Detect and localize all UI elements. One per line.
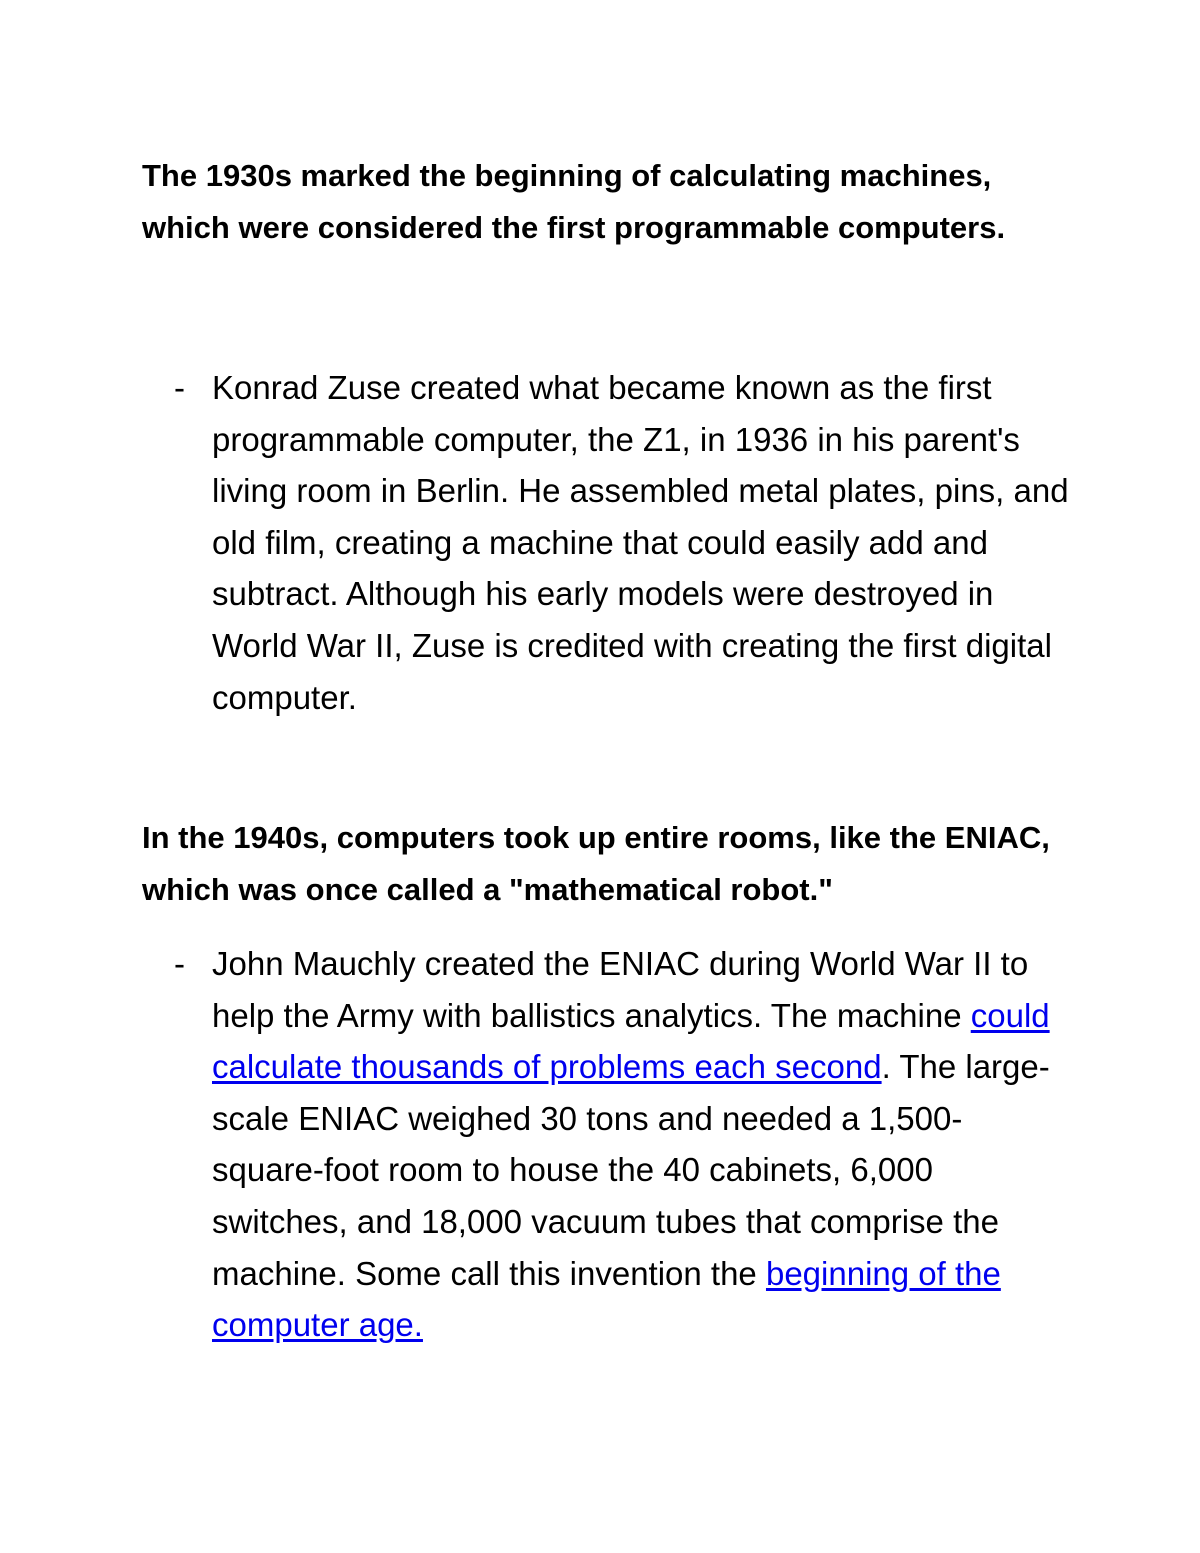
link-computer-age[interactable]: beginning of the computer age. xyxy=(212,1254,1001,1344)
bullet-dash: - xyxy=(174,945,185,982)
bullet-item-zuse xyxy=(174,362,1074,723)
link-calculate-thousands[interactable]: could calculate thousands of problems each second xyxy=(212,996,1050,1086)
heading-1930s: The 1930s marked the beginning of calculating machines, which were considered the first programmable computers. xyxy=(142,158,1006,245)
eniac-text-part-2: . The large-scale ENIAC weighed 30 tons and needed a 1,500-square-foot room to house the 40 cabinets, 6,000 switches, and 18,000 vacuum tubes that comprise the machine. Some call this invention the xyxy=(212,1048,1050,1292)
bullet-dash: - xyxy=(174,369,185,406)
eniac-text-part-1: John Mauchly created the ENIAC during World War II to help the Army with ballistics analytics. The machine xyxy=(212,945,1029,1034)
bullet-text-zuse: Konrad Zuse created what became known as the first programmable computer, the Z1, in 1936 in his parent's living room in Berlin. He assembled metal plates, pins, and old film, creating a machine that could easily add and subtract. Although his early models were destroyed in World War II, Zuse is credited with creating the first digital computer. xyxy=(212,369,1069,716)
bullet-text-eniac xyxy=(212,938,1072,1351)
heading-1940s: In the 1940s, computers took up entire rooms, like the ENIAC, which was once called a "mathematical robot." xyxy=(142,820,1050,907)
bullet-item-eniac xyxy=(174,938,1074,1351)
